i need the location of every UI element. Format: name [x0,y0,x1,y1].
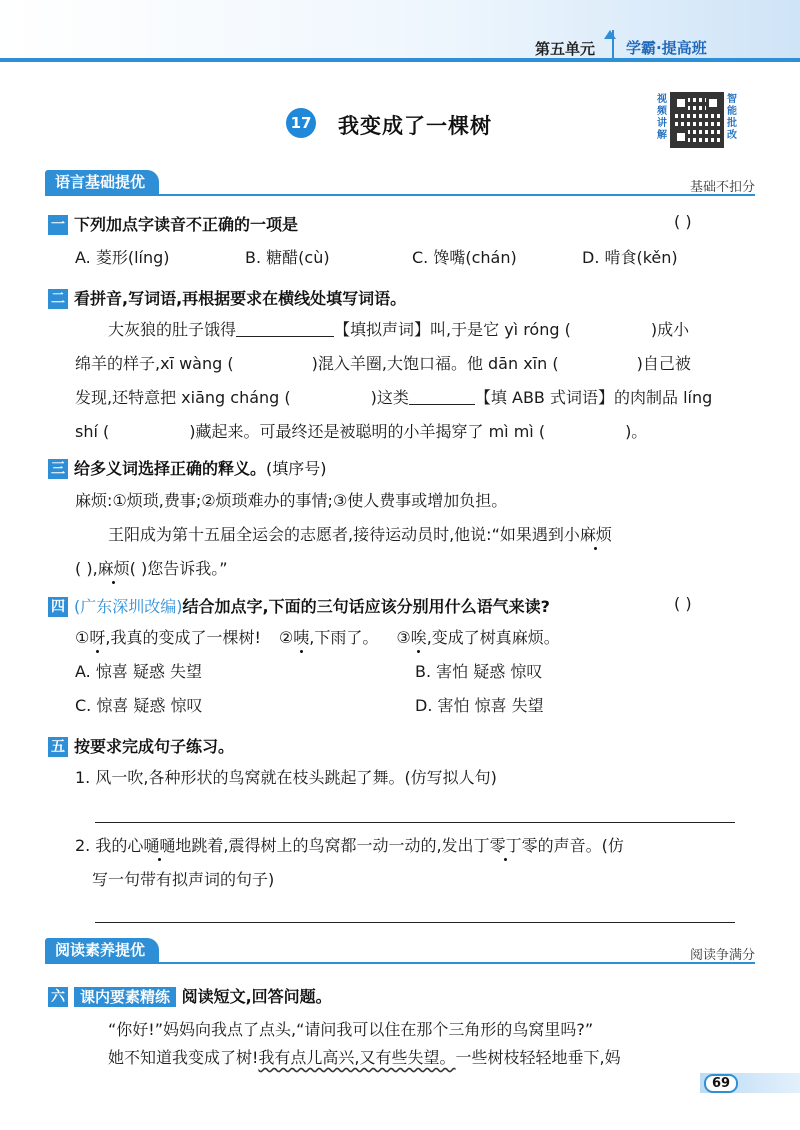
question-number: 四 [48,597,68,617]
option-c: C. 馋嘴(chán) [412,248,517,267]
answer-line[interactable] [95,922,735,923]
q5-item-2-cont: 写一句带有拟声词的句子) [92,870,275,889]
section-reading [45,938,755,964]
section-tag: 阅读素养提优 [45,938,159,962]
question-5-title: 五 按要求完成句子练习。 [48,734,234,757]
qr-code-icon[interactable] [670,92,724,148]
section-language [45,170,755,196]
qr-corner [706,96,720,110]
option-a: A. 菱形(líng) [75,248,170,267]
option-c: C. 惊喜 疑惑 惊叹 [75,696,203,715]
question-6-title: 六 课内要素精练 阅读短文,回答问题。 [48,984,332,1007]
question-1-title: 一 下列加点字读音不正确的一项是 [48,212,298,235]
q2-line-4: shí ( )藏起来。可最终还是被聪明的小羊揭穿了 mì mì ( )。 [75,422,648,441]
q2-line-3: 发现,还特意把 xiāng cháng ( )这类 【填 ABB 式词语】的肉制品 líng [75,388,713,407]
option-a: A. 惊喜 疑惑 失望 [75,662,203,681]
qr-left-label: 视频讲解 [657,94,667,141]
option-b: B. 害怕 疑惑 惊叹 [415,662,543,681]
answer-paren[interactable]: ( ) [674,212,692,231]
unit-label: 第五单元 [535,40,596,58]
section-note: 基础不扣分 [689,180,755,195]
q5-item-2: 2. 我的心嗵嗵地跳着,震得树上的鸟窝都一动一动的,发出丁零丁零的声音。(仿 [75,836,624,855]
option-b: B. 糖醋(cù) [245,248,330,267]
question-number: 六 [48,987,68,1007]
lesson-title: 我变成了一棵树 [338,114,492,138]
option-d: D. 害怕 惊喜 失望 [415,696,544,715]
option-d: D. 啃食(kěn) [582,248,678,267]
answer-line[interactable] [95,822,735,823]
reading-paragraph-1: “你好!”妈妈向我点了点头,“请问我可以住在那个三角形的鸟窝里吗?” [108,1020,594,1039]
question-number: 二 [48,289,68,309]
qr-corner [674,130,688,144]
exercise-tag: 课内要素精练 [74,987,176,1007]
question-2-title: 二 看拼音,写词语,再根据要求在横线处填写词语。 [48,286,406,309]
answer-paren[interactable]: ( ) [674,594,692,613]
page-number: 69 [704,1074,738,1093]
q3-sentence-2: ( ),麻烦( )您告诉我。” [75,559,228,578]
qr-block[interactable] [655,92,739,154]
question-3-title: 三 给多义词选择正确的释义。(填序号) [48,456,327,479]
question-number: 三 [48,459,68,479]
brand-label: 学霸·提高班 [626,39,707,57]
question-4-title: 四 (广东深圳改编)结合加点字,下面的三句话应该分别用什么语气来读? [48,594,550,617]
fill-blank[interactable] [236,336,334,337]
q2-line-1: 大灰狼的肚子饿得 【填拟声词】叫,于是它 yì róng ( )成小 [108,320,690,339]
question-number: 一 [48,215,68,235]
lesson-number-badge: 17 [286,108,316,138]
brand-box [612,30,800,62]
q3-sentence-1: 王阳成为第十五届全运会的志愿者,接待运动员时,他说:“如果遇到小麻烦 [108,525,612,544]
q2-line-2: 绵羊的样子,xī wàng ( )混入羊圈,大饱口福。他 dān xīn ( )自己被 [75,354,691,373]
q4-sentences: ①呀,我真的变成了一棵树! ②咦,下雨了。 ③唉,变成了树真麻烦。 [75,628,560,647]
section-tag: 语言基础提优 [45,170,159,194]
qr-right-label: 智能批改 [727,94,737,141]
section-note: 阅读争满分 [689,948,755,963]
fill-blank[interactable] [409,404,475,405]
q5-item-1: 1. 风一吹,各种形状的鸟窝就在枝头跳起了舞。(仿写拟人句) [75,768,497,787]
q3-definition: 麻烦:①烦琐,费事;②烦琐难办的事情;③使人费事或增加负担。 [75,491,508,510]
question-number: 五 [48,737,68,757]
reading-paragraph-2: 她不知道我变成了树!我有点儿高兴,又有些失望。一些树枝轻轻地垂下,妈 [108,1048,621,1067]
qr-corner [674,96,688,110]
